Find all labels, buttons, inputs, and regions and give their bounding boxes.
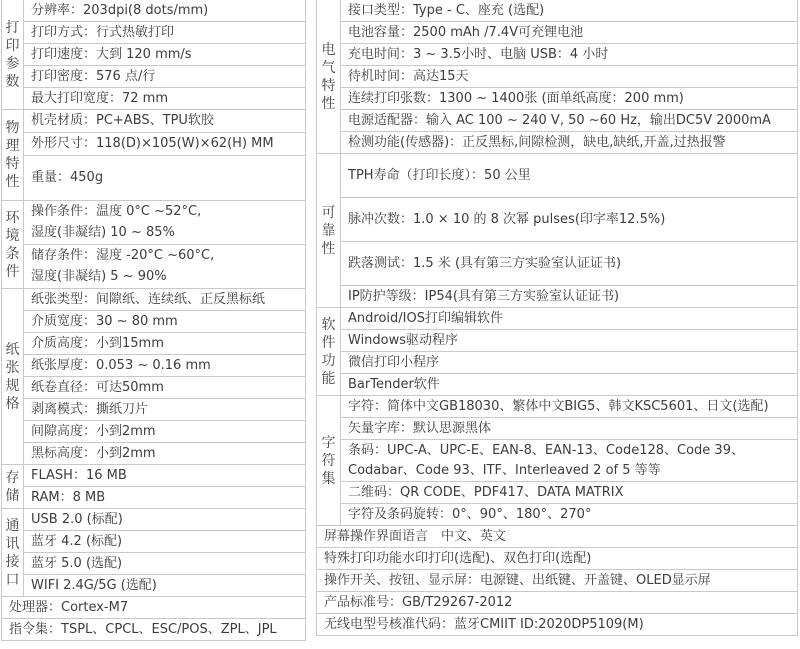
- table-row: [2, 133, 306, 156]
- spec-cell: 蓝牙 4.2 (标配): [24, 531, 306, 553]
- table-row: [2, 44, 306, 66]
- table-row: [2, 575, 306, 597]
- table-row: [317, 88, 798, 110]
- table-row: [2, 355, 306, 377]
- spec-cell: 接口类型：Type - C、座充 (选配): [341, 0, 798, 22]
- spec-cell: IP防护等级：IP54(具有第三方实验室认证证书): [341, 286, 798, 308]
- spec-cell: FLASH：16 MB: [24, 465, 306, 487]
- spec-cell: 微信打印小程序: [341, 352, 798, 374]
- table-row: [317, 482, 798, 504]
- spec-cell: 电池容量：2500 mAh /7.4V可充锂电池: [341, 22, 798, 44]
- table-row: [2, 421, 306, 443]
- table-row: [317, 330, 798, 352]
- spec-cell: Android/IOS打印编辑软件: [341, 308, 798, 330]
- table-row: [2, 333, 306, 355]
- spec-cell: 分辨率：203dpi(8 dots/mm): [24, 0, 306, 22]
- table-row: [2, 465, 306, 487]
- spec-cell: 外形尺寸：118(D)×105(W)×62(H) MM: [24, 133, 306, 156]
- spec-cell: 黑标高度：小到2mm: [24, 443, 306, 465]
- category-electrical: 电气特性: [317, 0, 341, 154]
- spec-cell: USB 2.0 (标配): [24, 509, 306, 531]
- category-reliability: 可靠性: [317, 154, 341, 308]
- category-physical: 物理特性: [2, 110, 24, 201]
- spec-cell: 检测功能(传感器)：正反黑标,间隙检测，缺电,缺纸,开盖,过热报警: [341, 132, 798, 154]
- spec-cell: 打印密度：576 点/行: [24, 66, 306, 88]
- processor-cell: 处理器：Cortex-M7: [2, 597, 306, 619]
- spec-cell: 介质高度：小到15mm: [24, 333, 306, 355]
- spec-cell: 字符及条码旋转：0°、90°、180°、270°: [341, 504, 798, 526]
- table-row: [2, 619, 306, 641]
- table-row: [317, 154, 798, 198]
- table-row: [2, 443, 306, 465]
- spec-cell: BarTender软件: [341, 374, 798, 396]
- table-row: [317, 374, 798, 396]
- table-row: [317, 418, 798, 440]
- spec-cell: 湿度(非凝结) 10 ~ 85%: [24, 223, 306, 245]
- table-row: [317, 308, 798, 330]
- table-row: [2, 487, 306, 509]
- spec-cell: WIFI 2.4G/5G (选配): [24, 575, 306, 597]
- spec-cell: 间隙高度：小到2mm: [24, 421, 306, 443]
- table-row: [2, 531, 306, 553]
- table-row: [317, 570, 798, 592]
- spec-cell: 电源适配器：输入 AC 100 ~ 240 V, 50 ~60 Hz，输出DC5V 2000mA: [341, 110, 798, 132]
- spec-cell: 纸张厚度：0.053 ~ 0.16 mm: [24, 355, 306, 377]
- spec-cell: 剥离模式：撕纸刀片: [24, 399, 306, 421]
- spec-cell: RAM：8 MB: [24, 487, 306, 509]
- table-row: [2, 223, 306, 245]
- table-row: [2, 399, 306, 421]
- spec-cell: 脉冲次数：1.0 × 10 的 8 次幂 pulses(印字率12.5%): [341, 198, 798, 242]
- spec-cell: 二维码：QR CODE、PDF417、DATA MATRIX: [341, 482, 798, 504]
- table-row: [317, 396, 798, 418]
- table-row: [2, 509, 306, 531]
- spec-cell: 条码：UPC-A、UPC-E、EAN-8、EAN-13、Code128、Code 39、Codabar、Code 93、ITF、Interleaved 2 of 5 等等: [341, 440, 798, 482]
- table-row: [317, 614, 798, 636]
- spec-cell: 连续打印张数：1300 ~ 1400张 (面单纸高度：200 mm): [341, 88, 798, 110]
- spec-cell: Windows驱动程序: [341, 330, 798, 352]
- table-row: [317, 526, 798, 548]
- table-row: [2, 311, 306, 333]
- category-storage: 存储: [2, 465, 24, 509]
- category-communication: 通讯接口: [2, 509, 24, 597]
- spec-cell: 储存条件：湿度 -20°C ~60°C,: [24, 245, 306, 267]
- table-row: [2, 201, 306, 223]
- table-row: [317, 110, 798, 132]
- table-row: [317, 592, 798, 614]
- table-row: [2, 267, 306, 289]
- table-row: [317, 44, 798, 66]
- table-row: [317, 242, 798, 286]
- table-row: [2, 156, 306, 201]
- spec-cell: 字符：简体中文GB18030、繁体中文BIG5、韩文KSC5601、日文(选配): [341, 396, 798, 418]
- spec-cell: 纸张类型：间隙纸、连续纸、正反黑标纸: [24, 289, 306, 311]
- spec-cell: 无线电型号核准代码：蓝牙CMIIT ID:2020DP5109(M): [317, 614, 798, 636]
- spec-cell: 矢量字库：默认思源黑体: [341, 418, 798, 440]
- spec-cell: 重量：450g: [24, 156, 306, 201]
- table-row: [2, 289, 306, 311]
- spec-cell: 最大打印宽度：72 mm: [24, 88, 306, 110]
- category-printing: 打印参数: [2, 0, 24, 110]
- spec-cell: 打印方式：行式热敏打印: [24, 22, 306, 44]
- right-spec-table: [316, 0, 798, 636]
- table-row: [2, 553, 306, 575]
- table-row: [317, 286, 798, 308]
- table-row: [317, 66, 798, 88]
- spec-cell: 操作开关、按钮、显示屏：电源键、出纸键、开盖键、OLED显示屏: [317, 570, 798, 592]
- left-spec-table: [1, 0, 306, 641]
- category-environment: 环境条件: [2, 201, 24, 289]
- spec-cell: 产品标准号：GB/T29267-2012: [317, 592, 798, 614]
- spec-cell: 纸卷直径：可达50mm: [24, 377, 306, 399]
- spec-cell: 跌落测试：1.5 米 (具有第三方实验室认证证书): [341, 242, 798, 286]
- spec-cell: 充电时间：3 ~ 3.5小时、电脑 USB：4 小时: [341, 44, 798, 66]
- spec-cell: 屏幕操作界面语言 中文、英文: [317, 526, 798, 548]
- spec-cell: 操作条件：温度 0°C ~52°C,: [24, 201, 306, 223]
- spec-cell: 介质宽度：30 ~ 80 mm: [24, 311, 306, 333]
- spec-cell: 蓝牙 5.0 (选配): [24, 553, 306, 575]
- spec-cell: TPH寿命（打印长度）：50 公里: [341, 154, 798, 198]
- table-row: [317, 198, 798, 242]
- table-row: [317, 548, 798, 570]
- category-paper: 纸张规格: [2, 289, 24, 465]
- table-row: [2, 245, 306, 267]
- table-row: [317, 440, 798, 482]
- spec-cell: 打印速度：大到 120 mm/s: [24, 44, 306, 66]
- table-row: [317, 0, 798, 22]
- spec-cell: 待机时间：高达15天: [341, 66, 798, 88]
- table-row: [2, 110, 306, 133]
- spec-cell: 机壳材质：PC+ABS、TPU软胶: [24, 110, 306, 133]
- table-row: [2, 0, 306, 22]
- table-row: [2, 66, 306, 88]
- table-row: [317, 504, 798, 526]
- table-row: [317, 132, 798, 154]
- category-charset: 字符集: [317, 396, 341, 526]
- spec-cell: 特殊打印功能水印打印(选配)、双色打印(选配): [317, 548, 798, 570]
- table-row: [317, 352, 798, 374]
- table-row: [2, 22, 306, 44]
- category-software: 软件功能: [317, 308, 341, 396]
- table-row: [2, 88, 306, 110]
- instruction-set-cell: 指令集：TSPL、CPCL、ESC/POS、ZPL、JPL: [2, 619, 306, 641]
- table-row: [317, 22, 798, 44]
- spec-cell: 湿度(非凝结) 5 ~ 90%: [24, 267, 306, 289]
- table-row: [2, 597, 306, 619]
- table-row: [2, 377, 306, 399]
